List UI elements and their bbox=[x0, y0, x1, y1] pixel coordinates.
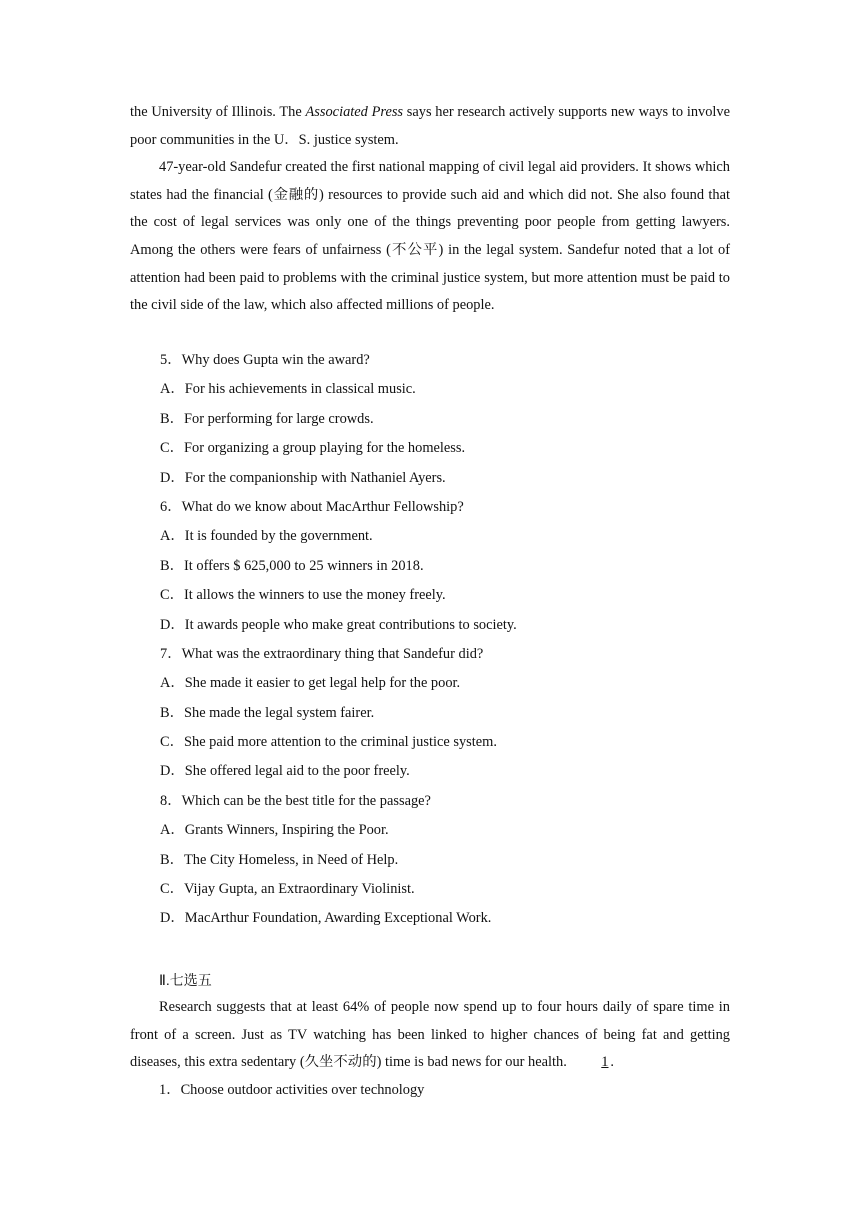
question-option[interactable]: C．For organizing a group playing for the homeless. bbox=[160, 440, 466, 457]
question-stem: 8．Which can be the best title for the passage? bbox=[160, 792, 431, 809]
question-option[interactable]: A．For his achievements in classical music. bbox=[160, 381, 416, 398]
associated-press-italic: Associated Press bbox=[305, 104, 404, 120]
question-option[interactable]: D．For the companionship with Nathaniel Ayers. bbox=[160, 469, 446, 486]
passage-paragraph-2: 47-year-old Sandefur created the first national mapping of civil legal aid providers. It shows which states had the financial (金融的) resources to provide such aid and which did not. She also found that the cost of legal services was only one of the things preventing poor people from getting lawyers. Among the others were fears of unfairness (不公平) in the legal system. Sandefur noted that a lot of attention had been paid to problems with the criminal justice system, but more attention must be paid to the civil side of the law, which also affected millions of people. bbox=[130, 159, 730, 314]
question-option[interactable]: D．MacArthur Foundation, Awarding Exceptional Work. bbox=[160, 910, 492, 927]
section-paragraph bbox=[130, 994, 730, 1077]
section-seven-choose-five bbox=[130, 967, 730, 1104]
question-option[interactable]: C．Vijay Gupta, an Extraordinary Violinist. bbox=[160, 881, 415, 898]
paragraph-1-text-end: says her research actively supports new ways to involve poor communities in the U．S. justice system. bbox=[130, 104, 730, 148]
question-option[interactable]: D．She offered legal aid to the poor freely. bbox=[160, 763, 410, 780]
option-item-1: 1．Choose outdoor activities over technology bbox=[159, 1081, 425, 1098]
question-option[interactable]: B．It offers $ 625,000 to 25 winners in 2018. bbox=[160, 557, 424, 574]
question-option[interactable]: B．The City Homeless, in Need of Help. bbox=[160, 851, 399, 868]
question-option[interactable]: B．She made the legal system fairer. bbox=[160, 704, 375, 721]
section-paragraph-text: Research suggests that at least 64% of people now spend up to four hours daily of spare time in front of a screen. Just as TV watching has been linked to higher chances of being fat and getting diseases, this extra sedentary (久坐不动的) time is bad news for our health. bbox=[130, 999, 730, 1071]
question-option[interactable]: D．It awards people who make great contributions to society. bbox=[160, 616, 517, 633]
question-option[interactable]: A．She made it easier to get legal help for the poor. bbox=[160, 675, 461, 692]
section-title: Ⅱ.七选五 bbox=[159, 972, 212, 988]
question-stem: 6．What do we know about MacArthur Fellowship? bbox=[160, 498, 464, 515]
paragraph-1-text-start: the University of Illinois. The bbox=[130, 104, 306, 120]
question-option[interactable]: C．It allows the winners to use the money freely. bbox=[160, 587, 446, 604]
question-list bbox=[160, 346, 730, 934]
passage-continuation bbox=[130, 99, 730, 320]
question-stem: 5．Why does Gupta win the award? bbox=[160, 352, 370, 368]
question-option[interactable]: C．She paid more attention to the criminal justice system. bbox=[160, 734, 497, 751]
question-option[interactable]: A．Grants Winners, Inspiring the Poor. bbox=[160, 822, 389, 839]
question-option[interactable]: B．For performing for large crowds. bbox=[160, 410, 374, 427]
passage-paragraph-1 bbox=[130, 99, 730, 154]
question-stem: 7．What was the extraordinary thing that Sandefur did? bbox=[160, 645, 484, 662]
question-option[interactable]: A．It is founded by the government. bbox=[160, 528, 373, 545]
answer-blank-1[interactable]: 1 bbox=[601, 1054, 609, 1071]
section-paragraph-end: . bbox=[610, 1054, 615, 1071]
